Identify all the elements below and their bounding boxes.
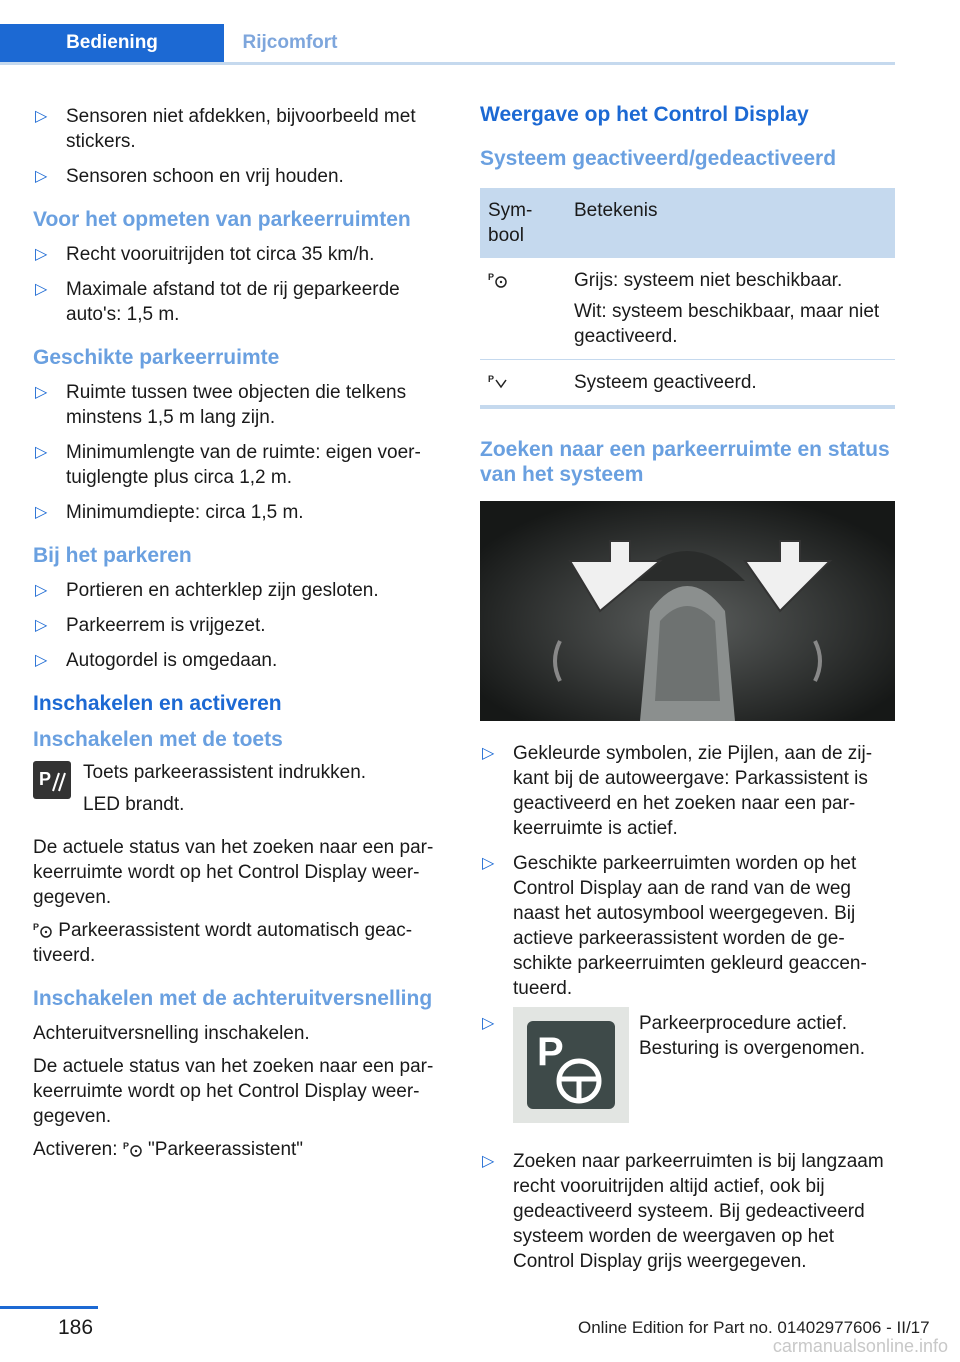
list-item: ▷ Geschikte parkeerruimten worden op het Control Display aan de rand van de weg naast het autosymbool weergegeven. Bij actieve parkeerassistent worden de geschikte parkeerruimten gekleurd geaccentueerd.: [482, 853, 867, 999]
paragraph: De actuele status van het zoeken naar een parkeerruimte wordt op het Control Display weergegeven.: [33, 1056, 434, 1127]
svg-text:P: P: [537, 1030, 564, 1074]
triangle-bullet-icon: ▷: [35, 168, 48, 185]
svg-text:P: P: [39, 769, 52, 789]
park-assist-icon: [488, 272, 508, 288]
subheading-search-status: Zoeken naar een parkeerruimte en status van het systeem: [480, 438, 890, 486]
table-header-symbol: Symbool: [480, 188, 566, 258]
paragraph: De actuele status van het zoeken naar een parkeerruimte wordt op het Control Display weergegeven.: [33, 837, 434, 908]
park-assist-active-icon: [488, 374, 508, 390]
triangle-bullet-icon: ▷: [35, 582, 48, 599]
triangle-bullet-icon: ▷: [35, 281, 48, 298]
watermark: carmanualsonline.info: [772, 1336, 948, 1356]
left-column: [33, 100, 448, 1170]
triangle-bullet-icon: ▷: [35, 444, 48, 461]
symbol-table: [480, 188, 895, 409]
park-assist-icon: [33, 922, 53, 938]
heading-switch-on-button: Inschakelen met de toets: [33, 728, 283, 751]
display-photo: [480, 501, 895, 721]
tab-bediening[interactable]: Bediening: [0, 24, 224, 62]
list-item: ▷ Recht vooruitrijden tot circa 35 km/h.: [35, 244, 375, 265]
key-text: Toets parkeerassistent indrukken. LED brandt.: [83, 762, 367, 815]
paragraph: Achteruitversnelling inschakelen.: [33, 1023, 310, 1044]
triangle-bullet-icon: ▷: [482, 745, 495, 762]
triangle-bullet-icon: ▷: [35, 652, 48, 669]
list-item: ▷ Gekleurde symbolen, zie Pijlen, aan de zijkant bij de autoweergave: Parkassistent is geactiveerd en het zoeken naar een parkeerruimte is actief.: [482, 743, 873, 839]
tab-bar: [0, 24, 895, 65]
heading-control-display: Weergave op het Control Display: [480, 103, 809, 126]
park-assist-icon: [123, 1141, 143, 1157]
triangle-bullet-icon: ▷: [482, 1153, 495, 1170]
list-item: ▷ Autogordel is omgedaan.: [35, 650, 278, 671]
subheading-when-parking: Bij het parkeren: [33, 544, 192, 567]
triangle-bullet-icon: ▷: [35, 108, 48, 125]
svg-text:P: P: [488, 374, 495, 384]
list-item: ▷ Parkeerrem is vrijgezet.: [35, 615, 266, 636]
list-item: ▷ Minimumdiepte: circa 1,5 m.: [35, 502, 304, 523]
table-row: P Grijs: systeem niet beschikbaar. Wit: systeem beschikbaar, maar niet geactiveerd.: [480, 258, 895, 360]
paragraph: P Parkeerassistent wordt automatisch geactiveerd.: [33, 920, 413, 966]
list-item: ▷ Portieren en achterklep zijn gesloten.: [35, 580, 379, 601]
subheading-suitable-space: Geschikte parkeerruimte: [33, 346, 280, 369]
park-assist-key-icon: [33, 761, 71, 799]
list-item: ▷ Zoeken naar parkeerruimten is bij langzaam recht vooruitrijden altijd actief, ook bij gedeactiveerd systeem. Bij gedeactiveerd systeem worden de weergaven op het Control Display grijs weergegeven.: [482, 1151, 884, 1272]
triangle-bullet-icon: ▷: [35, 504, 48, 521]
list-item: ▷ Ruimte tussen twee objecten die telkens minstens 1,5 m lang zijn.: [35, 382, 407, 428]
list-item: ▷ Minimumlengte van de ruimte: eigen voertuiglengte plus circa 1,2 m.: [35, 442, 421, 488]
list-item: ▷ Sensoren schoon en vrij houden.: [35, 166, 344, 187]
triangle-bullet-icon: ▷: [35, 246, 48, 263]
list-item: ▷ Maximale afstand tot de rij geparkeerde auto's: 1,5 m.: [35, 279, 400, 325]
svg-text:P: P: [488, 272, 495, 282]
footer-rule: [0, 1306, 98, 1309]
triangle-bullet-icon: ▷: [482, 855, 495, 872]
triangle-bullet-icon: ▷: [35, 617, 48, 634]
subheading-reverse-gear: Inschakelen met de achteruitversnelling: [33, 987, 433, 1010]
heading-system-state: Systeem geactiveerd/gedeactiveerd: [480, 147, 837, 170]
heading-switch-on: Inschakelen en activeren: [33, 692, 282, 715]
svg-text:P: P: [122, 1141, 129, 1151]
svg-text:P: P: [33, 922, 40, 932]
page-number: 186: [58, 1316, 94, 1339]
table-header-meaning: Betekenis: [566, 188, 895, 258]
subheading-measuring: Voor het opmeten van parkeerruimten: [33, 208, 411, 231]
park-steering-icon: [513, 1007, 629, 1123]
list-item: ▷ P Parkeerprocedure actief. Besturing is overgenomen.: [480, 1011, 895, 1139]
triangle-bullet-icon: ▷: [35, 384, 48, 401]
right-column: [480, 100, 895, 1284]
table-row: P Systeem geactiveerd.: [480, 360, 895, 408]
edition-text: Online Edition for Part no. 01402977606 - II/17: [578, 1318, 930, 1337]
key-instruction: [33, 757, 448, 835]
triangle-bullet-icon: ▷: [482, 1015, 495, 1032]
tab-rijcomfort[interactable]: Rijcomfort: [242, 32, 338, 53]
list-item: ▷ Sensoren niet afdekken, bijvoorbeeld met stickers.: [35, 106, 416, 152]
paragraph: Activeren: P "Parkeerassistent": [33, 1139, 304, 1160]
